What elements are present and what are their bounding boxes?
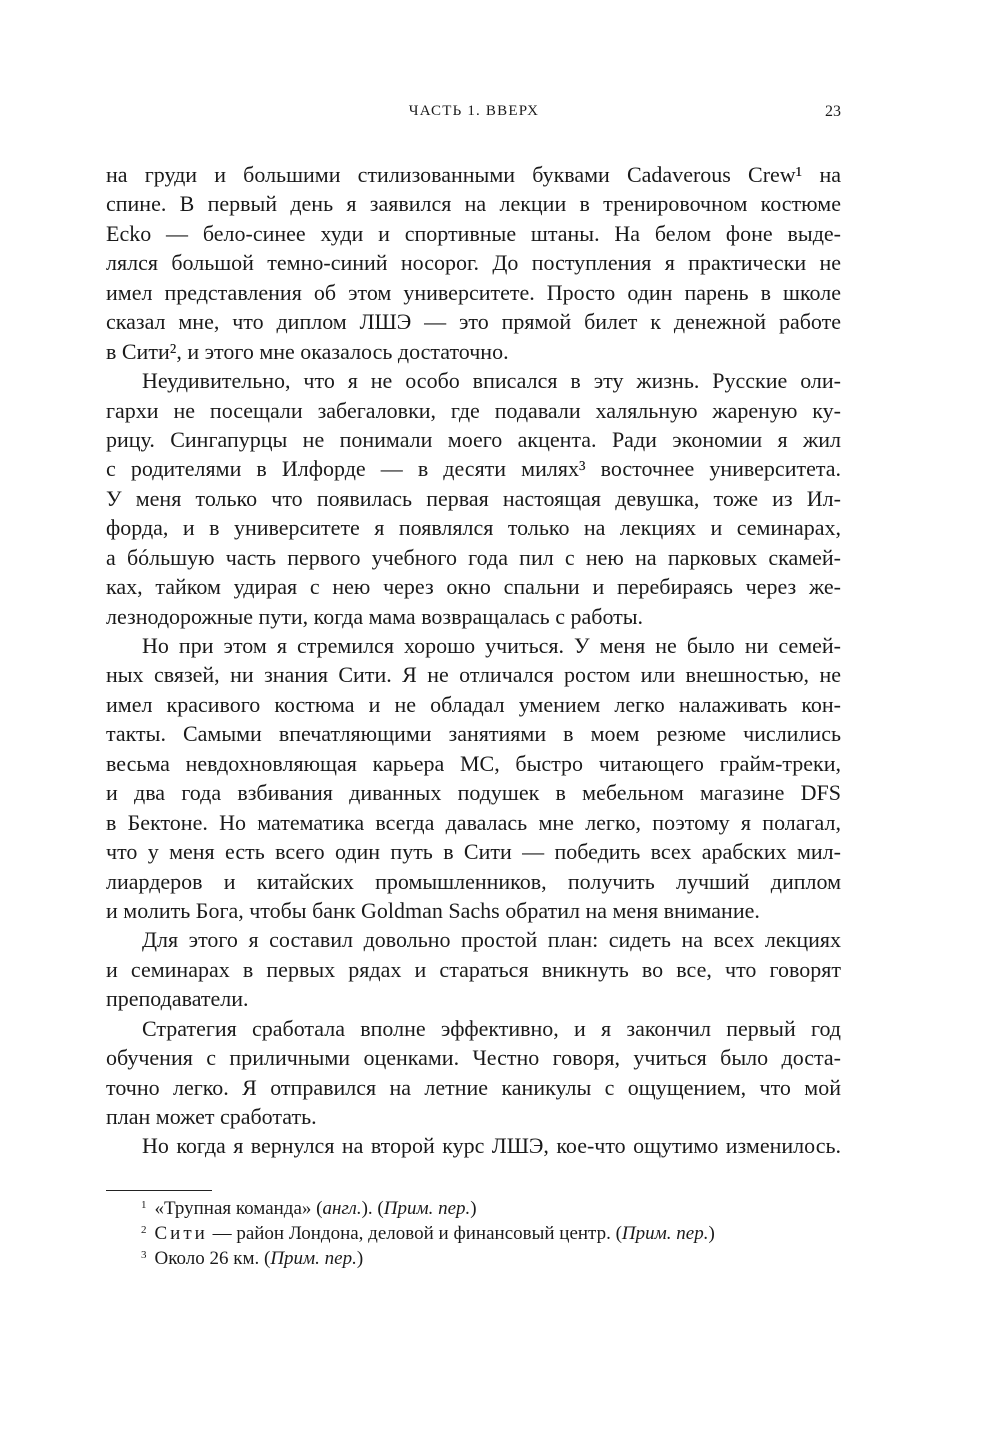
footnote-italic: Прим. пер. — [270, 1248, 357, 1269]
text-line: в Сити², и этого мне оказалось достаточно. — [106, 338, 509, 364]
text-line: Стратегия сработала вполне эффективно, и я закончил первый год — [142, 1015, 841, 1041]
footnote-mark: 1 — [141, 1199, 147, 1211]
body-text — [106, 160, 841, 1161]
footnote-text: — район Лондона, деловой и финансовый центр. ( — [207, 1223, 622, 1244]
text-line: лезнодорожные пути, когда мама возвращалась с работы. — [106, 603, 644, 629]
footnote-italic: Прим. пер. — [621, 1223, 709, 1244]
footnotes — [141, 1193, 841, 1268]
footnote-text: ) — [356, 1248, 364, 1269]
footnote-divider — [106, 1190, 212, 1191]
text-line: на груди и большими стилизованными буквами Cadaverous Crew¹ на — [106, 162, 841, 187]
footnote-mark: 2 — [141, 1224, 147, 1236]
text-line: с родителями в Илфорде — в десяти милях³ восточнее университета. — [106, 456, 841, 482]
text-line: и семинарах в первых рядах и стараться вникнуть во все, что говорят — [106, 956, 841, 982]
text-line: в Бектоне. Но математика всегда давалась мне легко, поэтому я полагал, — [106, 809, 841, 835]
text-line: обучения с приличными оценками. Честно говоря, учиться было доста- — [106, 1045, 841, 1071]
footnote-2 — [141, 1218, 841, 1243]
footnote-1 — [141, 1193, 841, 1218]
text-line: и молить Бога, чтобы банк Goldman Sachs обратил на меня внимание. — [106, 897, 760, 923]
text-line: имел представления об этом университете. Просто один парень в школе — [106, 279, 841, 305]
text-line: лялся большой темно-синий носорог. До поступления я практически не — [106, 250, 841, 276]
text-line: форда, и в университете я появлялся только на лекциях и семинарах, — [106, 515, 841, 541]
text-line: что у меня есть всего один путь в Сити — победить всех арабских мил- — [106, 839, 841, 865]
footnote-italic: англ. — [322, 1198, 362, 1219]
running-header — [0, 101, 1000, 125]
text-line: план может сработать. — [106, 1104, 317, 1129]
text-line: имел красивого костюма и не обладал умением легко налаживать кон- — [106, 691, 841, 717]
footnote-term: Сити — [154, 1223, 208, 1244]
page-number: 23 — [825, 103, 841, 120]
text-line: У меня только что появилась первая настоящая девушка, тоже из Ил- — [106, 485, 841, 511]
footnote-italic: Прим. пер. — [383, 1198, 471, 1219]
text-line: спине. В первый день я заявился на лекции в тренировочном костюме — [106, 191, 841, 217]
text-line: Для этого я составил довольно простой план: сидеть на всех лекциях — [142, 927, 841, 953]
text-line: такты. Самыми впечатляющими занятиями в моем резюме числились — [106, 721, 841, 747]
footnote-3 — [141, 1243, 841, 1268]
text-line: Но когда я вернулся на второй курс ЛШЭ, кое-что ощутимо изменилось. — [142, 1133, 841, 1159]
text-line: сказал мне, что диплом ЛШЭ — это прямой билет к денежной работе — [106, 309, 841, 335]
footnote-text: ). ( — [361, 1198, 384, 1219]
text-line: точно легко. Я отправился на летние каникулы с ощущением, что мой — [106, 1074, 841, 1100]
footnote-text: «Трупная команда» ( — [154, 1198, 323, 1219]
footnote-text: ) — [708, 1223, 715, 1244]
text-line: ных связей, ни знания Сити. Я не отличался ростом или внешностью, не — [106, 662, 841, 688]
footnote-text: Около 26 км. ( — [154, 1248, 271, 1269]
text-line: гархи не посещали забегаловки, где подавали халяльную жареную ку- — [106, 397, 841, 423]
text-line: лиардеров и китайских промышленников, получить лучший диплом — [106, 868, 841, 894]
footnote-mark: 3 — [141, 1249, 147, 1261]
text-line: а бóльшую часть первого учебного года пил с нею на парковых скамей- — [106, 544, 841, 570]
text-line: и два года взбивания диванных подушек в мебельном магазине DFS — [106, 780, 841, 806]
text-line: весьма невдохновляющая карьера МС, быстро читающего грайм-треки, — [106, 750, 841, 776]
text-line: преподаватели. — [106, 986, 249, 1012]
text-line: ках, тайком удирая с нею через окно спальни и перебираясь через же- — [106, 574, 841, 600]
footnote-text: ) — [470, 1198, 477, 1219]
chapter-title: ЧАСТЬ 1. ВВЕРХ — [408, 103, 540, 119]
text-line: Ecko — бело-синее худи и спортивные штаны. На белом фоне выде- — [106, 220, 841, 246]
text-line: Но при этом я стремился хорошо учиться. У меня не было ни семей- — [142, 633, 841, 658]
text-line: Неудивительно, что я не особо вписался в эту жизнь. Русские оли- — [142, 368, 841, 394]
text-line: рицу. Сингапурцы не понимали моего акцента. Ради экономии я жил — [106, 426, 841, 452]
